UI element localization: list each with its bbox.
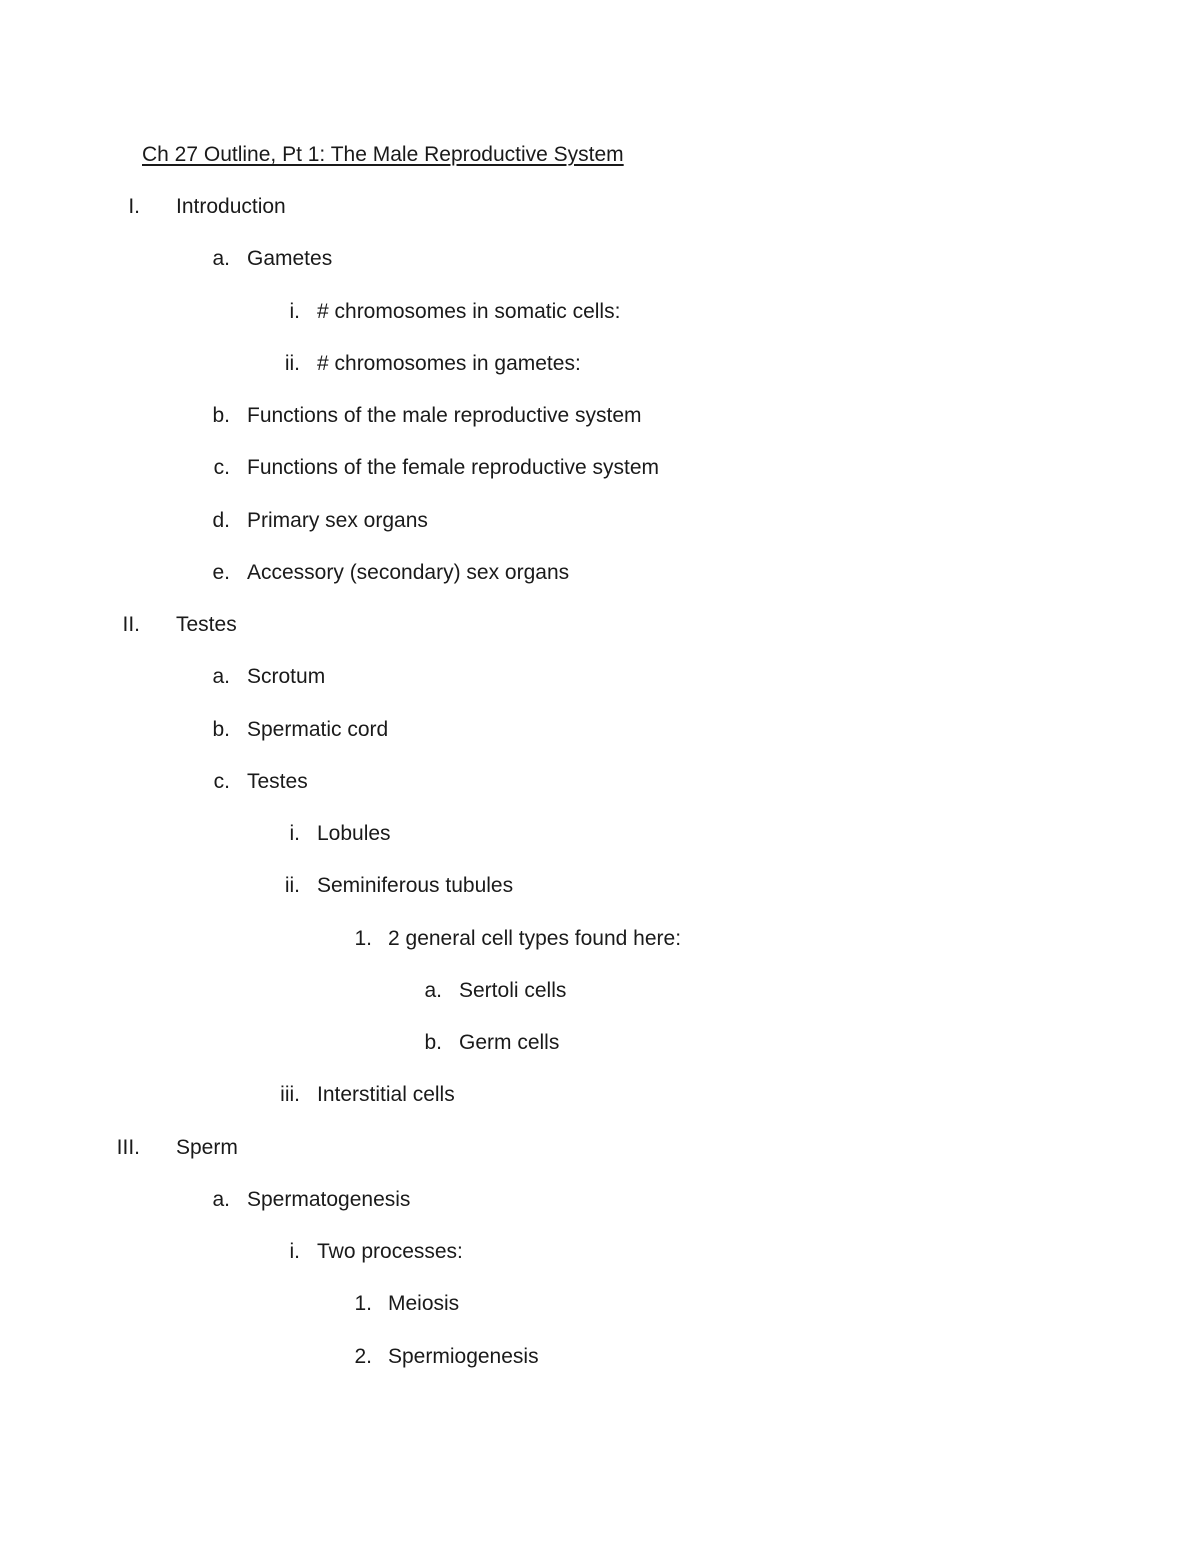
outline-item-marker: d. xyxy=(212,509,230,532)
outline-item-text: Interstitial cells xyxy=(317,1083,455,1106)
outline-item xyxy=(0,561,1200,591)
outline-item xyxy=(0,1240,1200,1270)
outline-item-marker: i. xyxy=(289,822,300,845)
outline-item xyxy=(0,1083,1200,1113)
outline-item-marker: i. xyxy=(289,300,300,323)
outline-item-text: Functions of the male reproductive system xyxy=(247,404,642,427)
outline-item-text: Functions of the female reproductive system xyxy=(247,456,660,479)
outline-item xyxy=(0,770,1200,800)
outline-item-marker: II. xyxy=(122,613,140,636)
outline-item-text: Two processes: xyxy=(317,1240,463,1263)
outline-item xyxy=(0,665,1200,695)
outline-item-marker: b. xyxy=(212,404,230,427)
outline-item-text: # chromosomes in somatic cells: xyxy=(317,300,621,323)
outline-item xyxy=(0,300,1200,330)
outline-item xyxy=(0,509,1200,539)
outline-item-marker: III. xyxy=(116,1136,140,1159)
outline-item-text: Lobules xyxy=(317,822,391,845)
outline-item-marker: a. xyxy=(424,979,442,1002)
outline-item-marker: 1. xyxy=(354,1292,372,1315)
outline-item-text: Seminiferous tubules xyxy=(317,874,514,897)
outline-item-text: Meiosis xyxy=(388,1292,460,1315)
outline-item-text: Spermatogenesis xyxy=(247,1188,411,1211)
outline-item-marker: b. xyxy=(212,718,230,741)
outline-item xyxy=(0,352,1200,382)
outline-item-marker: b. xyxy=(424,1031,442,1054)
outline-item xyxy=(0,927,1200,957)
outline-item-text: Introduction xyxy=(176,195,286,218)
outline-item-marker: ii. xyxy=(284,352,300,375)
outline-item-text: Sertoli cells xyxy=(459,979,567,1002)
document-title: Ch 27 Outline, Pt 1: The Male Reproductive System xyxy=(142,143,624,166)
outline-item-text: 2 general cell types found here: xyxy=(388,927,682,950)
outline-item-marker: a. xyxy=(212,247,230,270)
outline-item xyxy=(0,1345,1200,1375)
outline-item-text: # chromosomes in gametes: xyxy=(317,352,581,375)
outline-item-marker: a. xyxy=(212,665,230,688)
outline-item xyxy=(0,1136,1200,1166)
outline-item xyxy=(0,822,1200,852)
outline-item-marker: e. xyxy=(212,561,230,584)
outline-item-marker: 1. xyxy=(354,927,372,950)
outline-item xyxy=(0,979,1200,1009)
outline-item xyxy=(0,1292,1200,1322)
outline-item xyxy=(0,613,1200,643)
outline-item-marker: 2. xyxy=(354,1345,372,1368)
outline-item-marker: c. xyxy=(213,770,230,793)
outline-item-marker: I. xyxy=(128,195,140,218)
outline-item xyxy=(0,404,1200,434)
outline-item xyxy=(0,195,1200,225)
outline-item-text: Gametes xyxy=(247,247,333,270)
outline-item-text: Testes xyxy=(176,613,237,636)
outline-item xyxy=(0,1188,1200,1218)
outline-item-text: Spermatic cord xyxy=(247,718,389,741)
outline-item xyxy=(0,456,1200,486)
outline-item xyxy=(0,874,1200,904)
outline-item-text: Sperm xyxy=(176,1136,238,1159)
outline-item-text: Accessory (secondary) sex organs xyxy=(247,561,570,584)
outline-item-text: Scrotum xyxy=(247,665,326,688)
outline-item-text: Testes xyxy=(247,770,308,793)
outline-item xyxy=(0,1031,1200,1061)
outline-item-text: Germ cells xyxy=(459,1031,560,1054)
outline-item-marker: iii. xyxy=(280,1083,300,1106)
outline-item-marker: c. xyxy=(213,456,230,479)
outline-item-marker: ii. xyxy=(284,874,300,897)
outline-item-marker: a. xyxy=(212,1188,230,1211)
outline-item xyxy=(0,247,1200,277)
outline-item-text: Primary sex organs xyxy=(247,509,428,532)
outline-item-text: Spermiogenesis xyxy=(388,1345,539,1368)
outline-item xyxy=(0,718,1200,748)
outline-item-marker: i. xyxy=(289,1240,300,1263)
